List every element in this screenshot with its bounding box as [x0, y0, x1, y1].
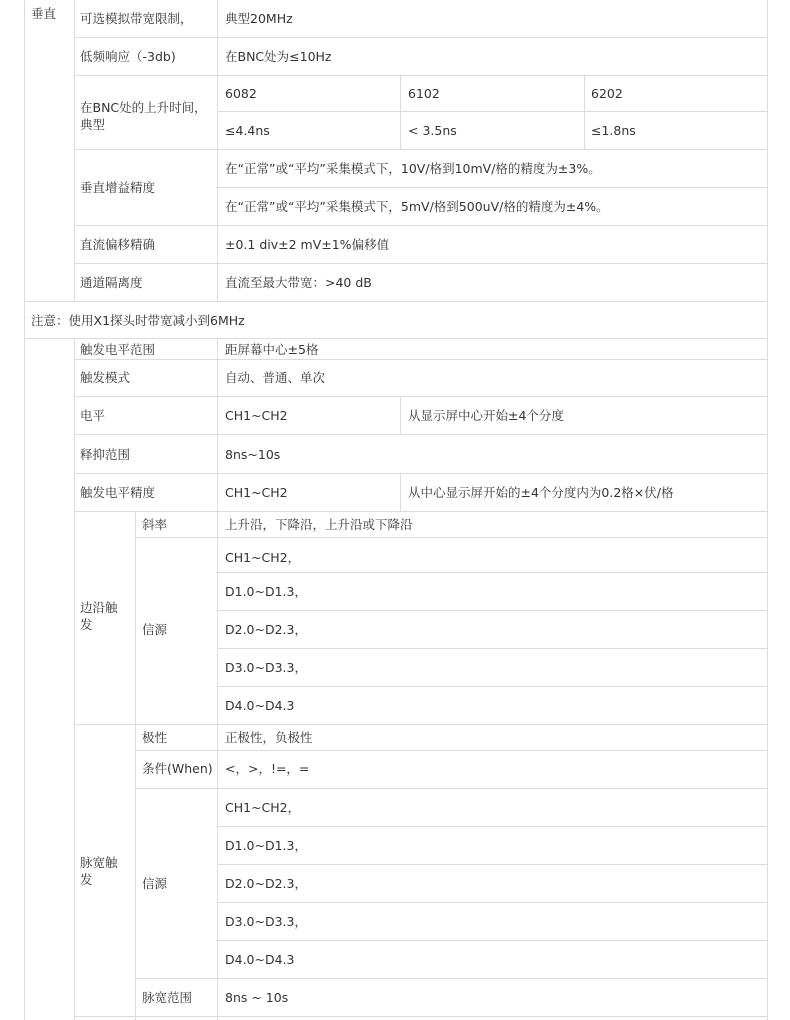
pulse-source-item: CH1~CH2， — [225, 800, 301, 815]
edge-source-item: CH1~CH2， — [225, 550, 301, 565]
edge-slope-value: 上升沿，下降沿，上升沿或下降沿 — [225, 517, 413, 532]
grid-line — [217, 864, 767, 865]
grid-line — [135, 511, 136, 1020]
grid-line — [217, 686, 767, 687]
grid-line — [217, 610, 767, 611]
grid-line — [400, 473, 401, 511]
grid-line — [24, 0, 25, 1020]
grid-line — [217, 338, 218, 1020]
isolation-value: 直流至最大带宽：>40 dB — [225, 275, 372, 290]
rise-time-label: 在BNC处的上升时间，典型 — [80, 100, 207, 132]
pulse-condition-value: <，>，!=，= — [225, 761, 310, 776]
pulse-polarity-label: 极性 — [142, 730, 168, 745]
grid-line — [74, 511, 767, 512]
grid-line — [217, 0, 218, 301]
dc-offset-label: 直流偏移精确 — [80, 237, 156, 252]
trigger-mode-label: 触发模式 — [80, 370, 131, 385]
grid-line — [74, 1016, 767, 1017]
trigger-level-range-value: 距屏幕中心±5格 — [225, 342, 319, 357]
isolation-label: 通道隔离度 — [80, 275, 143, 290]
holdoff-value: 8ns~10s — [225, 447, 281, 462]
grid-line — [217, 572, 767, 573]
level-channels: CH1~CH2 — [225, 408, 288, 423]
grid-line — [135, 978, 767, 979]
rise-time-value-6082: ≤4.4ns — [225, 123, 270, 138]
grid-line — [135, 788, 767, 789]
grid-line — [74, 149, 767, 150]
grid-line — [24, 338, 767, 339]
dc-offset-value: ±0.1 div±2 mV±1%偏移值 — [225, 237, 390, 252]
pulse-width-label: 脉宽范围 — [142, 990, 193, 1005]
pulse-trigger-label: 脉宽触发 — [80, 855, 118, 887]
grid-line — [74, 434, 767, 435]
low-freq-label: 低频响应（-3db) — [80, 49, 176, 64]
edge-slope-label: 斜率 — [142, 517, 168, 532]
pulse-polarity-value: 正极性，负极性 — [225, 730, 313, 745]
level-label: 电平 — [80, 408, 106, 423]
grid-line — [217, 187, 767, 188]
edge-source-item: D3.0~D3.3， — [225, 660, 307, 675]
low-freq-value: 在BNC处为≤10Hz — [225, 49, 332, 64]
pulse-source-item: D1.0~D1.3， — [225, 838, 307, 853]
pulse-source-item: D3.0~D3.3， — [225, 914, 307, 929]
edge-source-item: D4.0~D4.3 — [225, 698, 295, 713]
grid-line — [74, 338, 75, 1020]
grid-line — [135, 537, 767, 538]
rise-time-value-6202: ≤1.8ns — [591, 123, 636, 138]
edge-source-item: D1.0~D1.3， — [225, 584, 307, 599]
grid-line — [217, 648, 767, 649]
bandwidth-note: 注意：使用X1探头时带宽减小到6MHz — [31, 313, 245, 328]
grid-line — [74, 75, 767, 76]
rise-time-model-6102: 6102 — [408, 86, 440, 101]
grid-line — [74, 359, 767, 360]
level-value: 从显示屏中心开始±4个分度 — [408, 408, 564, 423]
pulse-source-label: 信源 — [142, 876, 168, 891]
grid-line — [24, 301, 767, 302]
edge-trigger-label: 边沿触发 — [80, 600, 118, 632]
bw-limit-value: 典型20MHz — [225, 11, 293, 26]
bw-limit-label: 可选模拟带宽限制， — [80, 11, 193, 26]
gain-accuracy-line-1: 在“正常”或“平均”采集模式下，10V/格到10mV/格的精度为±3%。 — [225, 161, 601, 176]
grid-line — [74, 0, 75, 301]
rise-time-model-6082: 6082 — [225, 86, 257, 101]
grid-line — [74, 724, 767, 725]
rise-time-model-6202: 6202 — [591, 86, 623, 101]
edge-source-item: D2.0~D2.3， — [225, 622, 307, 637]
pulse-width-value: 8ns ~ 10s — [225, 990, 289, 1005]
grid-line — [217, 940, 767, 941]
edge-source-label: 信源 — [142, 622, 168, 637]
pulse-condition-label: 条件(When) — [142, 761, 213, 776]
level-accuracy-channels: CH1~CH2 — [225, 485, 288, 500]
grid-line — [767, 0, 768, 1020]
grid-line — [74, 225, 767, 226]
grid-line — [584, 75, 585, 149]
rise-time-value-6102: < 3.5ns — [408, 123, 457, 138]
grid-line — [74, 473, 767, 474]
pulse-source-item: D2.0~D2.3， — [225, 876, 307, 891]
grid-line — [74, 396, 767, 397]
grid-line — [400, 396, 401, 434]
grid-line — [217, 111, 767, 112]
grid-line — [217, 826, 767, 827]
trigger-level-range-label: 触发电平范围 — [80, 342, 156, 357]
level-accuracy-value: 从中心显示屏开始的±4个分度内为0.2格×伏/格 — [408, 485, 674, 500]
grid-line — [74, 263, 767, 264]
pulse-source-item: D4.0~D4.3 — [225, 952, 295, 967]
holdoff-label: 释抑范围 — [80, 447, 131, 462]
grid-line — [74, 37, 767, 38]
grid-line — [217, 902, 767, 903]
section-title-vertical: 垂直 — [31, 6, 57, 21]
grid-line — [400, 75, 401, 149]
trigger-mode-value: 自动、普通、单次 — [225, 370, 326, 385]
level-accuracy-label: 触发电平精度 — [80, 485, 156, 500]
gain-accuracy-line-2: 在“正常”或“平均”采集模式下，5mV/格到500uV/格的精度为±4%。 — [225, 199, 609, 214]
gain-accuracy-label: 垂直增益精度 — [80, 180, 156, 195]
grid-line — [135, 750, 767, 751]
